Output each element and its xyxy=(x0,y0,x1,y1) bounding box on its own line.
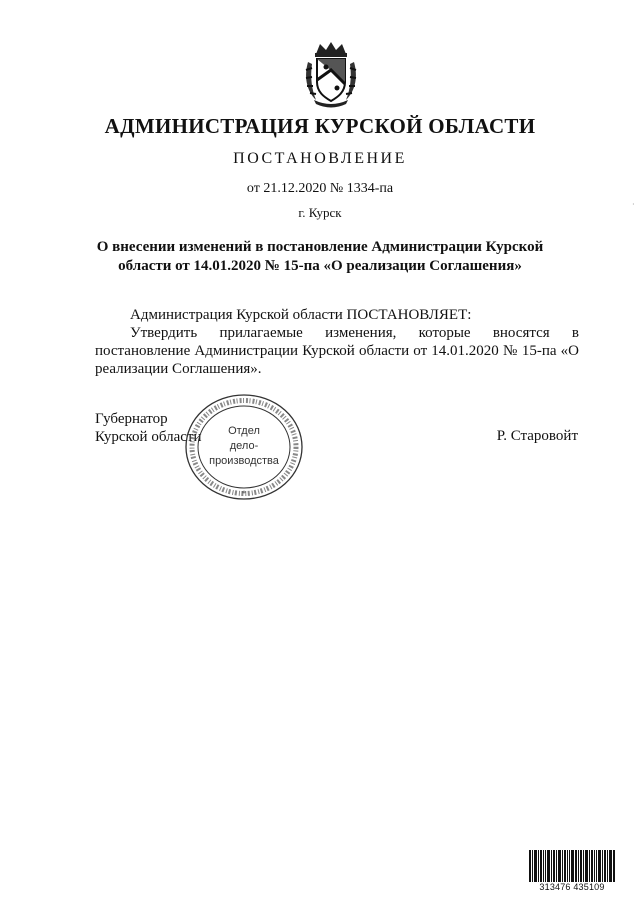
signatory-position-line-1: Губернатор xyxy=(95,411,168,427)
subject-line-1: О внесении изменений в постановление Администрации Курской xyxy=(96,239,544,255)
signatory-position-line-2: Курской области xyxy=(95,429,202,445)
office-stamp xyxy=(182,392,306,502)
stamp-line-2: дело- xyxy=(229,440,259,452)
body-paragraph-1: Администрация Курской области ПОСТАНОВЛЯЕТ: xyxy=(130,307,472,323)
barcode-bars xyxy=(529,850,615,882)
barcode xyxy=(529,850,615,894)
coat-of-arms-emblem xyxy=(302,40,360,108)
document-type: ПОСТАНОВЛЕНИЕ xyxy=(233,150,407,167)
document-number: от 21.12.2020 № 1334-па xyxy=(246,181,394,196)
stamp-line-1: Отдел xyxy=(228,425,260,437)
document-city: г. Курск xyxy=(298,205,342,220)
page-edge-mark: · xyxy=(632,200,635,209)
document-body xyxy=(95,306,579,378)
subject-line-2: области от 14.01.2020 № 15-па «О реализации Соглашения» xyxy=(118,258,522,274)
signatory-name: Р. Старовойт xyxy=(496,428,578,444)
barcode-number: 313476 435109 xyxy=(539,882,605,892)
stamp-line-3: производства xyxy=(209,455,279,467)
body-paragraph-2: Утвердить прилагаемые изменения, которые вносятся в постановление Администрации Курской области от 14.01.2020 № 15-па «О реализации Соглашения». xyxy=(95,325,579,377)
svg-text:*: * xyxy=(242,489,246,498)
document-subject xyxy=(80,238,560,276)
agency-title: АДМИНИСТРАЦИЯ КУРСКОЙ ОБЛАСТИ xyxy=(104,114,536,138)
